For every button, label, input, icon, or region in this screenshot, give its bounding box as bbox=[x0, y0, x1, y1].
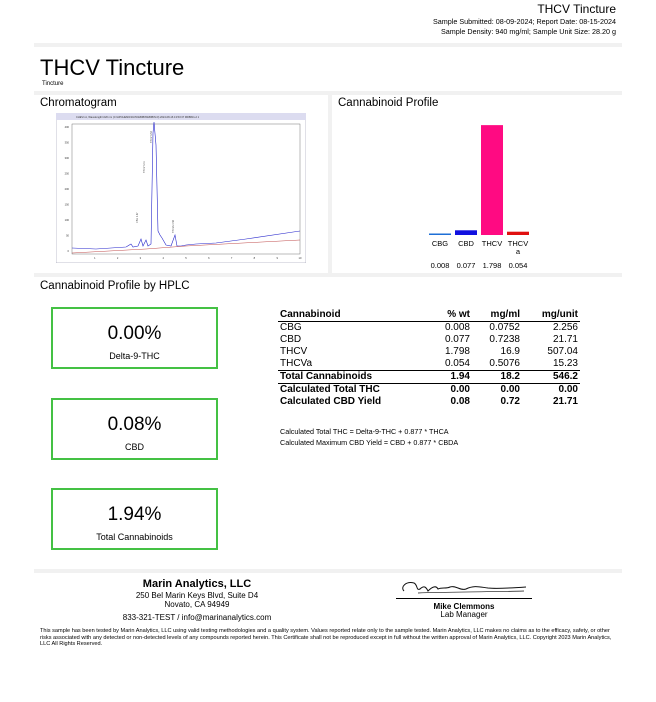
chromatogram-image bbox=[56, 113, 306, 263]
lab-address1: 250 Bel Marin Keys Blvd, Suite D4 bbox=[135, 591, 259, 600]
col-pct-wt: % wt bbox=[430, 309, 472, 322]
calc-thc-note: Calculated Total THC = Delta-9-THC + 0.877 * THCA bbox=[280, 427, 449, 436]
calc-thc-row bbox=[278, 384, 580, 397]
product-title: THCV Tincture bbox=[40, 55, 185, 80]
disclaimer-text: This sample has been tested by Marin Analytics, LLC using valid testing methodologies and a quality system. Values reported relate only to the sample tested. Marin Analytics, LLC makes no claims as to the efficacy, safety, or other risks associated with any detected or non-detected levels of any compounds reported herein. This Certificate shall not be reproduced except in full without the written approval of Marin Analytics, LLC. Copyright 2023 Marin Analytics, LLC All Rights Reserved. bbox=[40, 628, 612, 648]
total-cannabinoids-value: 1.94% bbox=[107, 504, 162, 525]
header-product: THCV Tincture bbox=[537, 2, 616, 16]
chromatogram-x-tick: 9 bbox=[276, 257, 278, 260]
svg-text:THCV 3.41: THCV 3.41 bbox=[143, 161, 146, 173]
bar-value-label: 0.054 bbox=[508, 261, 528, 270]
chromatogram-y-tick: 100 bbox=[64, 219, 69, 222]
chromatogram-x-tick: 5 bbox=[185, 257, 187, 260]
cell-name: Calculated Total THC bbox=[278, 384, 430, 397]
bar-value-label: 0.077 bbox=[456, 261, 476, 270]
report-sheet bbox=[34, 0, 622, 660]
cell-mgml: 0.7238 bbox=[489, 334, 520, 345]
lab-contact: 833-321-TEST / info@marinanalytics.com bbox=[122, 613, 272, 622]
chromatogram-y-tick: 300 bbox=[64, 157, 69, 160]
delta9-thc-label: Delta-9-THC bbox=[109, 351, 160, 361]
chromatogram-y-tick: 0 bbox=[67, 250, 69, 253]
chromatogram-x-tick: 3 bbox=[139, 257, 142, 260]
bar-category-label: CBG bbox=[431, 239, 449, 248]
col-mg-ml: mg/ml bbox=[472, 309, 522, 322]
chromatogram-y-tick: 50 bbox=[66, 234, 69, 238]
cell-name: CBG bbox=[280, 322, 302, 333]
bar-category-label: CBD bbox=[458, 239, 474, 248]
cell-pct: 0.077 bbox=[444, 334, 470, 345]
chromatogram-y-tick: 200 bbox=[64, 188, 69, 191]
bar-thcv bbox=[481, 125, 503, 235]
cell-mgml: 0.5076 bbox=[489, 358, 520, 369]
hplc-label: Cannabinoid Profile by HPLC bbox=[40, 280, 190, 292]
cell-pct: 0.054 bbox=[444, 358, 470, 369]
title-section bbox=[34, 47, 622, 91]
bar-category-label: THCV a bbox=[507, 239, 529, 256]
chromatogram-y-tick: 150 bbox=[64, 203, 69, 207]
cell-pct: 0.008 bbox=[444, 322, 470, 333]
cell-mgunit: 2.256 bbox=[552, 322, 578, 333]
bar-cbg bbox=[429, 234, 451, 236]
cell-name: THCV bbox=[280, 346, 308, 357]
chromatogram-x-tick: 10 bbox=[298, 257, 302, 260]
cbd-label: CBD bbox=[124, 442, 144, 452]
bar-value-label: 0.008 bbox=[430, 261, 450, 270]
calc-cbd-row bbox=[278, 396, 580, 408]
total-row bbox=[278, 371, 580, 384]
cell-mgunit: 21.71 bbox=[552, 334, 578, 345]
chromatogram-x-tick: 4 bbox=[162, 257, 164, 260]
table-row bbox=[278, 334, 580, 346]
chromatogram-y-tick: 350 bbox=[64, 141, 69, 145]
chromatogram-y-tick: 250 bbox=[64, 172, 69, 176]
cbd-value: 0.08% bbox=[107, 414, 162, 435]
results-table bbox=[278, 309, 580, 408]
chromatogram-section bbox=[34, 95, 328, 273]
footer-section bbox=[34, 573, 622, 660]
svg-text:THCVa 4.58: THCVa 4.58 bbox=[172, 220, 175, 233]
profile-bar-chart bbox=[332, 95, 622, 273]
cell-mgunit: 507.04 bbox=[547, 346, 578, 357]
chromatogram-label: Chromatogram bbox=[40, 97, 117, 109]
header-density: Sample Density: 940 mg/ml; Sample Unit Size: 28.20 g bbox=[441, 27, 616, 36]
cell-name: CBD bbox=[280, 334, 302, 345]
signer-name: Mike Clemmons bbox=[433, 602, 495, 611]
cell-name: Calculated CBD Yield bbox=[280, 396, 382, 407]
chromatogram-x-tick: 2 bbox=[116, 257, 119, 260]
profile-section bbox=[332, 95, 622, 273]
profile-label: Cannabinoid Profile bbox=[338, 97, 439, 109]
cell-name: THCVa bbox=[280, 358, 313, 369]
svg-text:THCV 3.53: THCV 3.53 bbox=[150, 131, 153, 143]
bar-cbd bbox=[455, 230, 477, 235]
svg-text:CBG 2.67: CBG 2.67 bbox=[136, 212, 139, 223]
signature-image bbox=[396, 577, 532, 599]
table-row bbox=[278, 322, 580, 335]
bar-category-label: THCV bbox=[481, 239, 503, 248]
chromatogram-y-tick: 400 bbox=[64, 126, 69, 129]
chromatogram-window-title: CHEV1 A, Wavelength=220 nm (C:\HPCHEM\1\DATA\MDBIN\MDBIN.D) 2024-08-16 13:53:37 MDBIN1-2 1 bbox=[76, 116, 200, 119]
cell-pct: 1.798 bbox=[444, 346, 470, 357]
total-cannabinoids-box bbox=[51, 488, 218, 550]
cell-mgml: 0.72 bbox=[500, 396, 520, 407]
lab-name: Marin Analytics, LLC bbox=[142, 578, 252, 590]
cell-pct: 1.94 bbox=[430, 371, 472, 384]
product-category: Tincture bbox=[42, 81, 64, 87]
chromatogram-x-tick: 6 bbox=[208, 257, 210, 260]
signature-line bbox=[396, 598, 532, 599]
signer-title: Lab Manager bbox=[440, 610, 488, 619]
delta9-thc-value: 0.00% bbox=[107, 323, 162, 344]
cell-mgml: 18.2 bbox=[472, 371, 522, 384]
cbd-box bbox=[51, 398, 218, 460]
hplc-section bbox=[34, 277, 622, 569]
col-cannabinoid: Cannabinoid bbox=[278, 309, 430, 322]
cell-mgunit: 546.2 bbox=[522, 371, 580, 384]
chromatogram-x-tick: 1 bbox=[94, 257, 96, 260]
chromatogram-x-tick: 8 bbox=[253, 257, 256, 260]
bar-thcva bbox=[507, 232, 529, 235]
cell-name: Total Cannabinoids bbox=[278, 371, 430, 384]
cell-mgml: 16.9 bbox=[500, 346, 520, 357]
lab-address2: Novato, CA 94949 bbox=[164, 600, 230, 609]
cell-pct: 0.00 bbox=[430, 384, 472, 397]
table-row bbox=[278, 358, 580, 371]
total-cannabinoids-label: Total Cannabinoids bbox=[96, 532, 173, 542]
cell-mgml: 0.0752 bbox=[489, 322, 520, 333]
delta9-thc-box bbox=[51, 307, 218, 369]
cell-mgunit: 0.00 bbox=[522, 384, 580, 397]
calc-cbd-note: Calculated Maximum CBD Yield = CBD + 0.877 * CBDA bbox=[280, 438, 459, 447]
cell-pct: 0.08 bbox=[450, 396, 470, 407]
cell-mgunit: 15.23 bbox=[552, 358, 578, 369]
table-row bbox=[278, 346, 580, 358]
report-header bbox=[34, 0, 622, 43]
table-header-row bbox=[278, 309, 580, 322]
header-dates: Sample Submitted: 08-09-2024; Report Date: 08-15-2024 bbox=[433, 17, 616, 26]
cell-mgunit: 21.71 bbox=[552, 396, 578, 407]
chromatogram-x-tick: 7 bbox=[230, 257, 233, 260]
col-mg-unit: mg/unit bbox=[522, 309, 580, 322]
cell-mgml: 0.00 bbox=[472, 384, 522, 397]
bar-value-label: 1.798 bbox=[482, 261, 502, 270]
